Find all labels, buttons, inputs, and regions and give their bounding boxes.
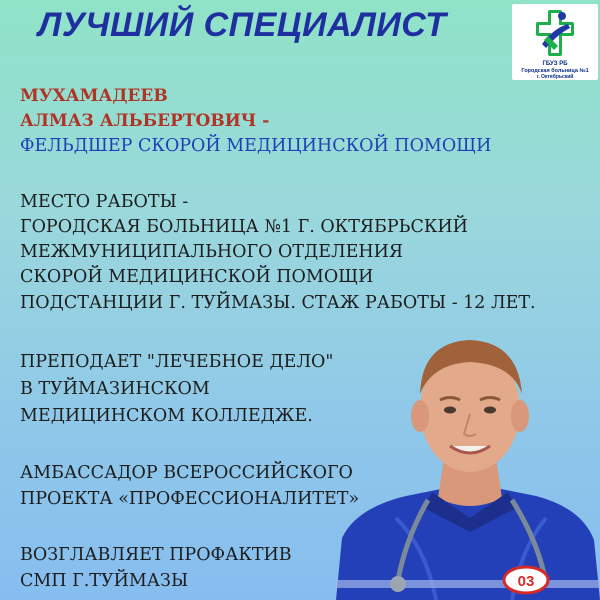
work-line-4: СКОРОЙ МЕДИЦИНСКОЙ ПОМОЩИ [20, 267, 374, 287]
lead-line-1: ВОЗГЛАВЛЯЕТ ПРОФАКТИВ [20, 545, 292, 565]
poster-title: ЛУЧШИЙ СПЕЦИАЛИСТ [38, 6, 447, 44]
ambulance-badge: 03 [517, 573, 535, 590]
specialist-photo [336, 318, 600, 600]
medical-cross-icon [534, 6, 576, 60]
ambassador-line-2: ПРОЕКТА «ПРОФЕССИОНАЛИТЕТ» [20, 489, 360, 509]
person-surname: МУХАМАДЕЕВ [20, 86, 168, 106]
ambassador-line-1: АМБАССАДОР ВСЕРОССИЙСКОГО [20, 463, 353, 483]
lead-line-2: СМП Г.ТУЙМАЗЫ [20, 571, 189, 591]
work-line-3: МЕЖМУНИЦИПАЛЬНОГО ОТДЕЛЕНИЯ [20, 242, 404, 262]
teaching-line-2: В ТУЙМАЗИНСКОМ [20, 379, 210, 399]
hospital-logo [512, 4, 598, 80]
work-line-5: ПОДСТАНЦИИ Г. ТУЙМАЗЫ. СТАЖ РАБОТЫ - 12 ЛЕТ. [20, 293, 536, 313]
work-line-2: ГОРОДСКАЯ БОЛЬНИЦА №1 Г. ОКТЯБРЬСКИЙ [20, 217, 468, 237]
teaching-line-1: ПРЕПОДАЕТ "ЛЕЧЕБНОЕ ДЕЛО" [20, 352, 334, 372]
logo-line-1: ГБУЗ РБ [542, 61, 568, 67]
logo-line-2: Городская больница №1 [521, 68, 589, 74]
logo-line-3: г. Октябрьский [536, 74, 574, 80]
person-position: ФЕЛЬДШЕР СКОРОЙ МЕДИЦИНСКОЙ ПОМОЩИ [20, 136, 492, 156]
person-name: АЛМАЗ АЛЬБЕРТОВИЧ - [20, 111, 270, 131]
work-line-1: МЕСТО РАБОТЫ - [20, 192, 189, 212]
teaching-line-3: МЕДИЦИНСКОМ КОЛЛЕДЖЕ. [20, 406, 313, 426]
